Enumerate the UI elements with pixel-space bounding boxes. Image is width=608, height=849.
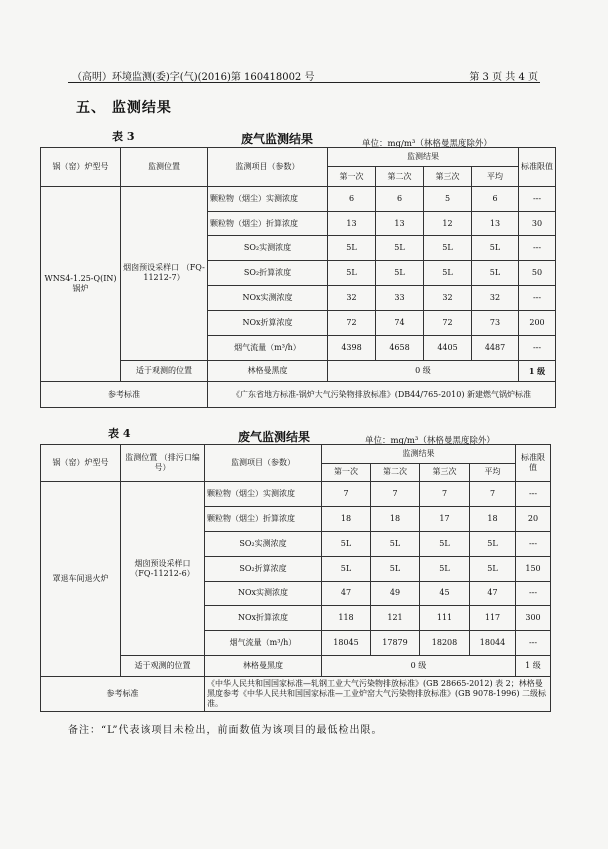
sampling-location: 烟囱预设采样口 （FQ-11212-7）: [121, 186, 208, 360]
table-cell: 18: [322, 507, 371, 532]
table-cell: 13: [376, 211, 424, 236]
table-cell: 颗粒物（烟尘）实测浓度: [205, 482, 322, 507]
table-cell: 6: [376, 186, 424, 211]
table4-label: 表 4: [108, 427, 131, 440]
table-cell: 5L: [420, 556, 470, 581]
table-cell: ---: [519, 186, 556, 211]
table3-title: 废气监测结果: [241, 132, 314, 146]
average-header: 平均: [472, 167, 519, 186]
location-header: 监测位置: [121, 148, 208, 187]
table-cell: 18: [470, 507, 516, 532]
table-cell: 20: [516, 507, 551, 532]
table-cell: 5L: [424, 261, 472, 286]
table-cell: 5L: [420, 531, 470, 556]
table-cell: 300: [516, 606, 551, 631]
table-cell: 47: [322, 581, 371, 606]
table-cell: 121: [371, 606, 420, 631]
table-cell: 150: [516, 556, 551, 581]
table-cell: 7: [470, 482, 516, 507]
table-cell: 30: [519, 211, 556, 236]
table3: [40, 147, 556, 408]
run1-header: 第一次: [328, 167, 376, 186]
table-cell: 50: [519, 261, 556, 286]
sampling-location: 烟囱预设采样口 （FQ-11212-6）: [121, 482, 205, 656]
page-header: [72, 66, 538, 82]
table-cell: 6: [328, 186, 376, 211]
table-cell: 5L: [371, 556, 420, 581]
table-cell: 73: [472, 310, 519, 335]
table-cell: 5L: [322, 556, 371, 581]
table-cell: 4487: [472, 335, 519, 360]
table-cell: 5: [424, 186, 472, 211]
run3-header: 第三次: [420, 463, 470, 482]
device-header: 锅（窑）炉型号: [41, 148, 121, 187]
table-cell: 49: [371, 581, 420, 606]
table-cell: 18208: [420, 631, 470, 656]
table-cell: 5L: [376, 236, 424, 261]
reference-standard-label: 参考标准: [41, 382, 208, 408]
table-cell: 200: [519, 310, 556, 335]
table-cell: 32: [424, 286, 472, 311]
device-model: 罩退车间退火炉: [41, 482, 121, 676]
table-cell: 32: [472, 286, 519, 311]
header-divider: [68, 82, 540, 83]
device-header: 锅（窑）炉型号: [41, 445, 121, 482]
device-model: WNS4-1.25-Q(IN) 锅炉: [41, 186, 121, 381]
table-cell: 74: [376, 310, 424, 335]
table-cell: SO₂折算浓度: [205, 556, 322, 581]
table-cell: 颗粒物（烟尘）折算浓度: [205, 507, 322, 532]
run2-header: 第二次: [376, 167, 424, 186]
table-cell: 5L: [328, 236, 376, 261]
table-cell: 5L: [424, 236, 472, 261]
table-cell: 117: [470, 606, 516, 631]
table-cell: 18: [371, 507, 420, 532]
table-cell: 颗粒物（烟尘）实测浓度: [208, 186, 328, 211]
reference-standard-text: 《广东省地方标准-锅炉大气污染物排放标准》(DB44/765-2010) 新建燃气锅炉标准: [208, 382, 556, 408]
location-header: 监测位置 （排污口编号）: [121, 445, 205, 482]
page-number: 第 3 页 共 4 页: [469, 72, 538, 83]
ringelmann-item: 林格曼黑度: [208, 360, 328, 382]
table-cell: 118: [322, 606, 371, 631]
table-cell: 7: [420, 482, 470, 507]
table-cell: ---: [519, 236, 556, 261]
table4-title: 废气监测结果: [238, 430, 311, 444]
table-cell: ---: [516, 482, 551, 507]
section-title: 五、 监测结果: [76, 100, 172, 116]
table-cell: NOx实测浓度: [205, 581, 322, 606]
run1-header: 第一次: [322, 463, 371, 482]
item-header: 监测项目（参数）: [208, 148, 328, 187]
table-cell: 111: [420, 606, 470, 631]
report-reference-number: （高明）环境监测(委)字(气)(2016)第 160418002 号: [72, 72, 315, 83]
ringelmann-limit: 1 级: [516, 656, 551, 677]
ringelmann-item: 林格曼黑度: [205, 656, 322, 677]
ringelmann-limit: 1 级: [519, 360, 556, 382]
table-cell: 颗粒物（烟尘）折算浓度: [208, 211, 328, 236]
table-cell: 72: [328, 310, 376, 335]
table-cell: 17: [420, 507, 470, 532]
table-cell: NOx折算浓度: [205, 606, 322, 631]
table-cell: 18044: [470, 631, 516, 656]
table-cell: 5L: [472, 236, 519, 261]
table-cell: ---: [519, 335, 556, 360]
table-cell: 17879: [371, 631, 420, 656]
table-cell: 5L: [322, 531, 371, 556]
table3-unit: 单位：mg/m³（林格曼黑度除外）: [362, 139, 492, 149]
limit-header: 标准限值: [519, 148, 556, 187]
table-cell: 烟气流量（m³/h）: [205, 631, 322, 656]
table-cell: 5L: [472, 261, 519, 286]
table-cell: 12: [424, 211, 472, 236]
table-cell: 4405: [424, 335, 472, 360]
item-header: 监测项目（参数）: [205, 445, 322, 482]
table-cell: NOx实测浓度: [208, 286, 328, 311]
reference-standard-text: 《中华人民共和国国家标准—轧钢工业大气污染物排放标准》(GB 28665-2012) 表 2；林格曼黑度参考《中华人民共和国国家标准—工业炉窑大气污染物排放标准》(GB 9078-1996) 二级标准。: [205, 676, 551, 711]
table-cell: 4658: [376, 335, 424, 360]
results-header: 监测结果: [328, 148, 519, 167]
table4: [40, 444, 551, 712]
reference-standard-label: 参考标准: [41, 676, 205, 711]
table-cell: 5L: [470, 531, 516, 556]
average-header: 平均: [470, 463, 516, 482]
table-cell: 45: [420, 581, 470, 606]
table-cell: SO₂折算浓度: [208, 261, 328, 286]
ringelmann-result: 0 级: [328, 360, 519, 382]
table-cell: ---: [516, 581, 551, 606]
table3-label: 表 3: [112, 130, 135, 143]
table-cell: NOx折算浓度: [208, 310, 328, 335]
results-header: 监测结果: [322, 445, 516, 464]
table-cell: ---: [519, 286, 556, 311]
limit-header: 标准限值: [516, 445, 551, 482]
table-cell: 5L: [470, 556, 516, 581]
table4-unit: 单位：mg/m³（林格曼黑度除外）: [365, 436, 495, 446]
run2-header: 第二次: [371, 463, 420, 482]
table-cell: 13: [328, 211, 376, 236]
table-cell: 5L: [376, 261, 424, 286]
visual-location: 适于观测的位置: [121, 360, 208, 382]
table-cell: 7: [322, 482, 371, 507]
table-cell: 4398: [328, 335, 376, 360]
table-cell: 13: [472, 211, 519, 236]
table-cell: 33: [376, 286, 424, 311]
ringelmann-result: 0 级: [322, 656, 516, 677]
table-cell: 7: [371, 482, 420, 507]
visual-location: 适于观测的位置: [121, 656, 205, 677]
table-cell: 32: [328, 286, 376, 311]
table-cell: ---: [516, 631, 551, 656]
table-cell: SO₂实测浓度: [205, 531, 322, 556]
table-cell: 烟气流量（m³/h）: [208, 335, 328, 360]
table-cell: 47: [470, 581, 516, 606]
table-cell: 5L: [328, 261, 376, 286]
table-cell: ---: [516, 531, 551, 556]
table-cell: 6: [472, 186, 519, 211]
run3-header: 第三次: [424, 167, 472, 186]
table-cell: SO₂实测浓度: [208, 236, 328, 261]
table-cell: 5L: [371, 531, 420, 556]
table-cell: 72: [424, 310, 472, 335]
footnote: 备注：“L”代表该项目未检出，前面数值为该项目的最低检出限。: [68, 725, 383, 736]
table-cell: 18045: [322, 631, 371, 656]
